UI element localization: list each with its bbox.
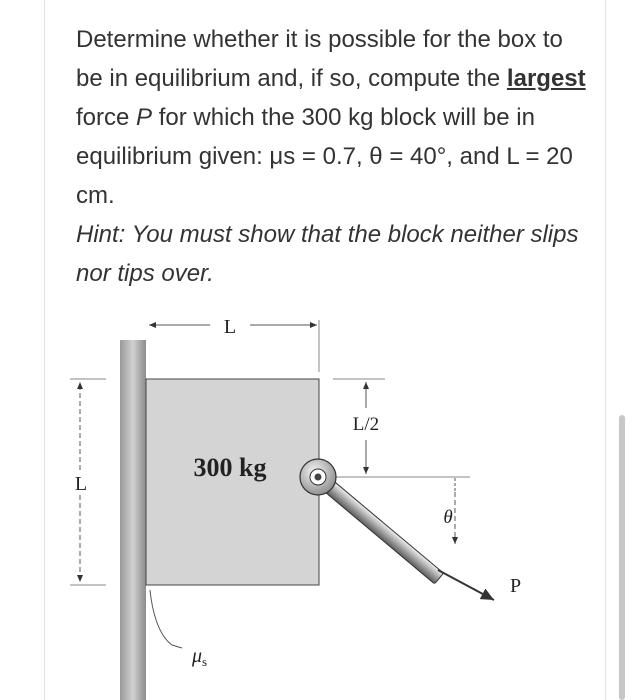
statics-figure	[0, 300, 632, 700]
problem-text-part3: for which the 300 kg block will be in equilibrium given: μs = 0.7, θ = 40°, and L = 20 cm.	[76, 104, 573, 209]
top-dim-label: L	[223, 316, 237, 338]
force-p-label: P	[510, 575, 522, 597]
force-p-arrow	[438, 570, 494, 600]
wall	[120, 340, 146, 700]
block-mass-label: 300 kg	[193, 453, 267, 482]
eyebolt-pin	[315, 474, 322, 481]
hint-text: Hint: You must show that the block neither slips nor tips over.	[76, 221, 579, 287]
block	[146, 379, 319, 585]
angle-label: θ	[443, 507, 453, 528]
right-dim-label: L/2	[352, 414, 380, 435]
force-variable: P	[136, 104, 153, 131]
problem-text-part1: Determine whether it is possible for the box to be in equilibrium and, if so, compute the	[76, 26, 563, 92]
problem-statement	[76, 20, 596, 293]
friction-leader	[150, 590, 182, 648]
friction-symbol: μ	[192, 645, 203, 667]
problem-text-part2: force	[76, 104, 137, 131]
rod	[320, 477, 444, 584]
left-dim-label: L	[74, 473, 88, 495]
largest-emphasis: largest	[506, 65, 586, 92]
problem-text	[76, 20, 596, 215]
friction-label	[191, 645, 207, 669]
friction-subscript: s	[202, 654, 208, 669]
